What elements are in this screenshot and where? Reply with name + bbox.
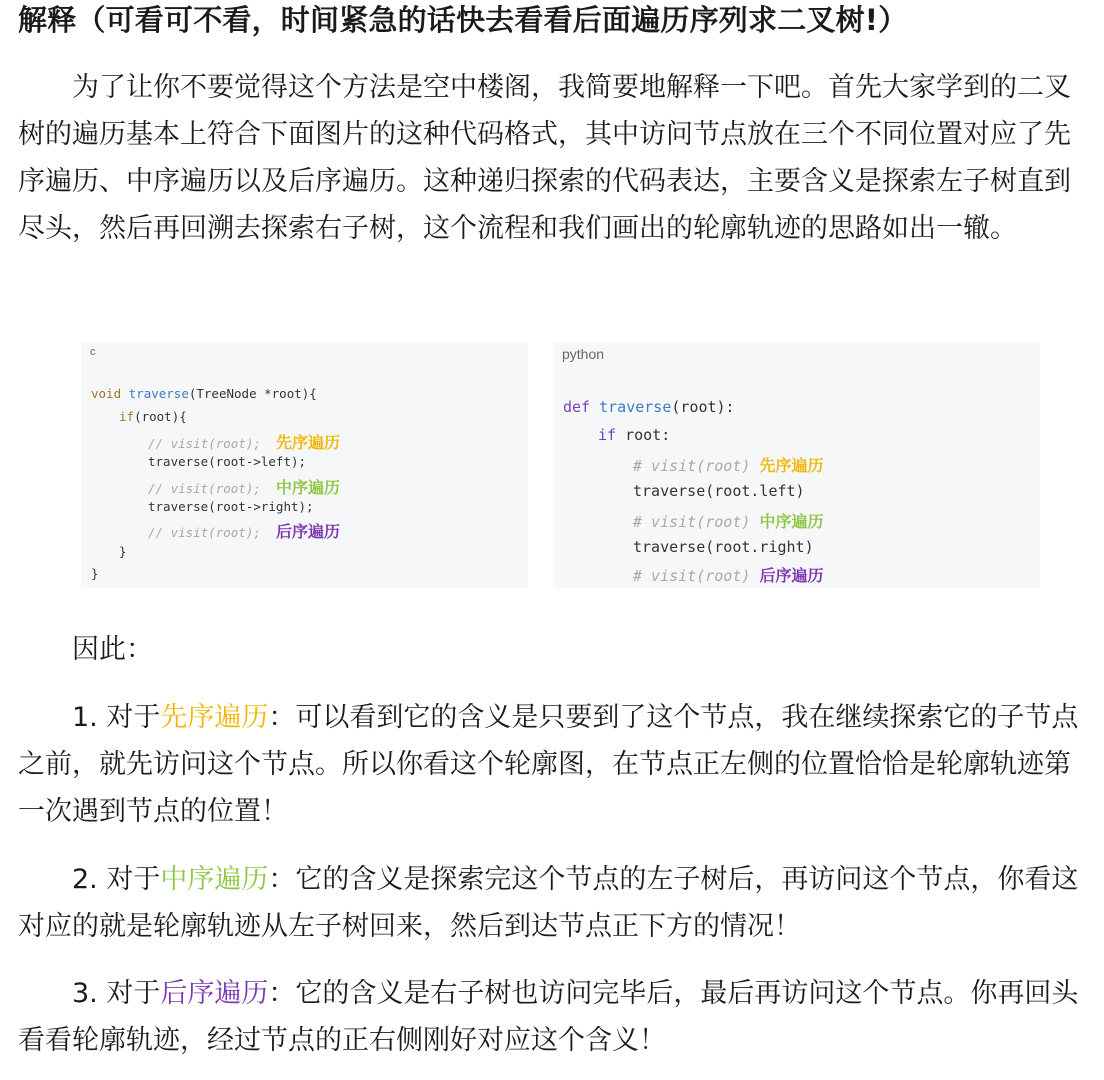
code-text: traverse(root->right); (148, 499, 314, 514)
code-text: traverse(root.right) (633, 538, 814, 556)
code-line (633, 509, 823, 532)
keyword-inorder: 中序遍历 (160, 864, 269, 895)
list-lead: 对于 (106, 864, 161, 895)
code-line (148, 475, 340, 498)
code-keyword: if (598, 426, 617, 444)
code-line (119, 409, 187, 424)
code-text: root: (616, 426, 671, 444)
code-lang-label: python (562, 346, 605, 362)
list-number: 2. (72, 864, 98, 895)
list-number: 3. (72, 978, 98, 1009)
code-text: traverse(root.left) (633, 482, 805, 500)
code-text: } (91, 566, 99, 581)
code-text: } (119, 544, 127, 559)
section-heading: 解释（可看可不看，时间紧急的话快去看看后面遍历序列求二叉树!） (18, 3, 908, 37)
code-line (148, 519, 340, 542)
code-line (633, 563, 823, 586)
code-line (633, 538, 814, 556)
list-item-inorder (18, 856, 1084, 950)
list-number: 1. (72, 702, 98, 733)
code-line (563, 398, 735, 416)
code-line (598, 426, 670, 444)
code-comment: # visit(root) (633, 567, 751, 585)
code-comment: // visit(root); (148, 525, 261, 540)
code-keyword: void (91, 386, 122, 401)
code-line (633, 482, 805, 500)
code-keyword: if (119, 409, 135, 424)
code-lang-label: c (90, 346, 96, 358)
keyword-preorder: 先序遍历 (160, 702, 269, 733)
postorder-label: 后序遍历 (275, 522, 340, 541)
list-item-postorder (18, 970, 1084, 1064)
code-line (91, 386, 317, 401)
code-comment: // visit(root); (148, 436, 261, 451)
code-comment: // visit(root); (148, 481, 261, 496)
list-lead: 对于 (106, 702, 161, 733)
postorder-label: 后序遍历 (759, 566, 824, 585)
code-text: (root){ (134, 409, 187, 424)
list-lead: 对于 (106, 978, 161, 1009)
code-function-name: traverse (599, 398, 672, 416)
code-text: (root): (671, 398, 735, 416)
inorder-label: 中序遍历 (275, 478, 340, 497)
code-comment: # visit(root) (633, 457, 751, 475)
code-comment: # visit(root) (633, 513, 751, 531)
list-item-preorder (18, 694, 1084, 835)
intro-paragraph: 为了让你不要觉得这个方法是空中楼阁，我简要地解释一下吧。首先大家学到的二叉树的遍历基本上符合下面图片的这种代码格式，其中访问节点放在三个不同位置对应了先序遍历、中序遍历以及后序遍历。这种递归探索的代码表达，主要含义是探索左子树直到尽头，然后再回溯去探索右子树，这个流程和我们画出的轮廓轨迹的思路如出一辙。 (18, 72, 1071, 244)
code-text: traverse(root->left); (148, 454, 307, 469)
therefore-line: 因此： (72, 634, 153, 665)
code-line (148, 430, 340, 453)
code-line (119, 544, 127, 559)
preorder-label: 先序遍历 (759, 456, 824, 475)
keyword-postorder: 后序遍历 (160, 978, 269, 1009)
list-text: ：它的含义是探索完这个节点的左子树后，再访问这个节点，你看这对应的就是轮廓轨迹从左子树回来，然后到达节点正下方的情况！ (18, 864, 1079, 942)
code-function-name: traverse (128, 386, 189, 401)
code-text: (TreeNode *root){ (188, 386, 317, 401)
inorder-label: 中序遍历 (759, 512, 824, 531)
list-text: ：可以看到它的含义是只要到了这个节点，我在继续探索它的子节点之前，就先访问这个节点。所以你看这个轮廓图，在节点正左侧的位置恰恰是轮廓轨迹第一次遇到节点的位置！ (18, 702, 1079, 827)
code-block-c (81, 342, 528, 588)
code-line (633, 453, 823, 476)
preorder-label: 先序遍历 (275, 433, 340, 452)
code-line (148, 499, 314, 514)
code-line (148, 454, 306, 469)
list-text: ：它的含义是右子树也访问完毕后，最后再访问这个节点。你再回头看看轮廓轨迹，经过节点的正右侧刚好对应这个含义！ (18, 978, 1079, 1056)
code-block-python (554, 342, 1040, 588)
code-keyword: def (563, 398, 591, 416)
code-line (91, 566, 99, 581)
